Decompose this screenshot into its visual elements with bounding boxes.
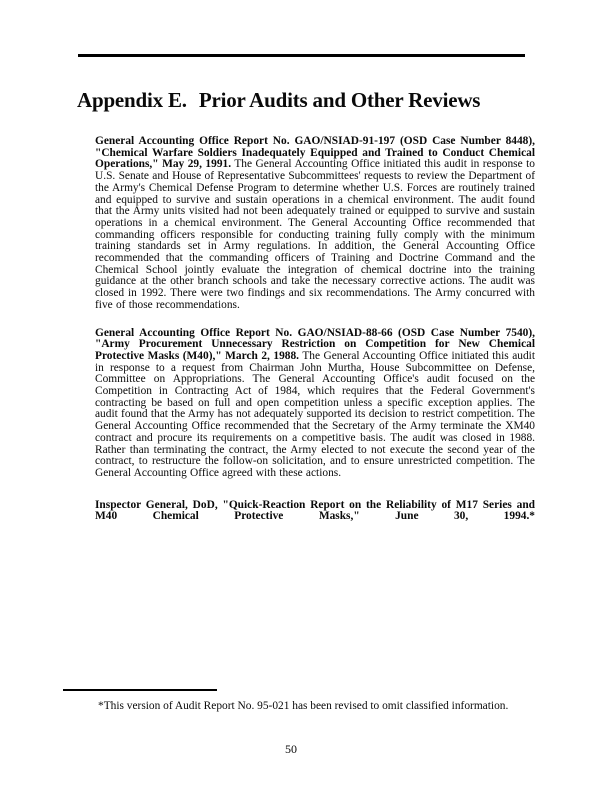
appendix-title-text: Prior Audits and Other Reviews — [198, 88, 481, 112]
report-summary: The General Accounting Office initiated this audit in response to a request from Chairman John Murtha, House Subcommittee on Defense, Committee on Appropriations. The General Accounting Office's audit focused on the Competition in Contracting Act of 1984, which requires that the Federal Government's contracting be based on full and open competition unless a specific exception applies. The audit found that the Army has not adequately supported its decision to restrict competition. The General Accounting Office recommended that the Secretary of the Army terminate the XM40 contract and procure its requirements on a competitive basis. The audit was closed in 1988. Rather than terminating the contract, the Army elected to not execute the second year of the contract, to restructure the follow-on solicitation, and to ensure unrestricted competition. The General Accounting Office agreed with these actions. — [95, 349, 536, 479]
header-rule — [78, 54, 525, 57]
page-number: 50 — [285, 742, 297, 756]
report-citation: Inspector General, DoD, "Quick-Reaction Report on the Reliability of M17 Series and M40 Chemical Protective Masks," June 30, 1994.* — [95, 498, 535, 523]
page-title — [77, 88, 480, 113]
paragraph-inspector-general — [95, 500, 535, 523]
paragraph-gao-nsiad-88-66 — [95, 328, 535, 480]
appendix-label: Appendix E. — [77, 88, 187, 112]
report-citation: General Accounting Office Report No. GAO/NSIAD-88-66 (OSD Case Number 7540), "Army Procurement Unnecessary Restriction on Competition for New Chemical Protective Masks (M40)," March 2, 1988. — [95, 326, 535, 362]
report-citation: General Accounting Office Report No. GAO/NSIAD-91-197 (OSD Case Number 8448), "Chemical Warfare Soldiers Inadequately Equipped and Trained to Conduct Chemical Operations," May 29, 1991. — [95, 135, 535, 171]
report-summary: The General Accounting Office initiated this audit in response to U.S. Senate and House of Representative Subcommittees' requests to review the Department of the Army's Chemical Defense Program to determine whether U.S. Forces are routinely trained and equipped to survive and sustain operations in a chemical environment. The audit found that the Army units visited had not been adequately trained or equipped to survive and sustain operations in a chemical environment. The General Accounting Office recommended that commanding officers responsible for conducting training fully comply with the minimum training standards set in Army regulations. In addition, the General Accounting Office recommended that the commanding officers of Training and Doctrine Command and the Chemical School jointly evaluate the integration of chemical doctrine into the training guidance at the other branch schools and take the necessary corrective actions. The audit was closed in 1992. There were two findings and six recommendations. The Army concurred with five of those recommendations. — [95, 158, 535, 311]
body-content — [95, 136, 535, 523]
footnote-text: *This version of Audit Report No. 95-021 has been revised to omit classified information. — [98, 700, 509, 712]
footnote-separator-rule — [63, 689, 217, 691]
paragraph-gao-nsiad-91-197 — [95, 136, 535, 312]
